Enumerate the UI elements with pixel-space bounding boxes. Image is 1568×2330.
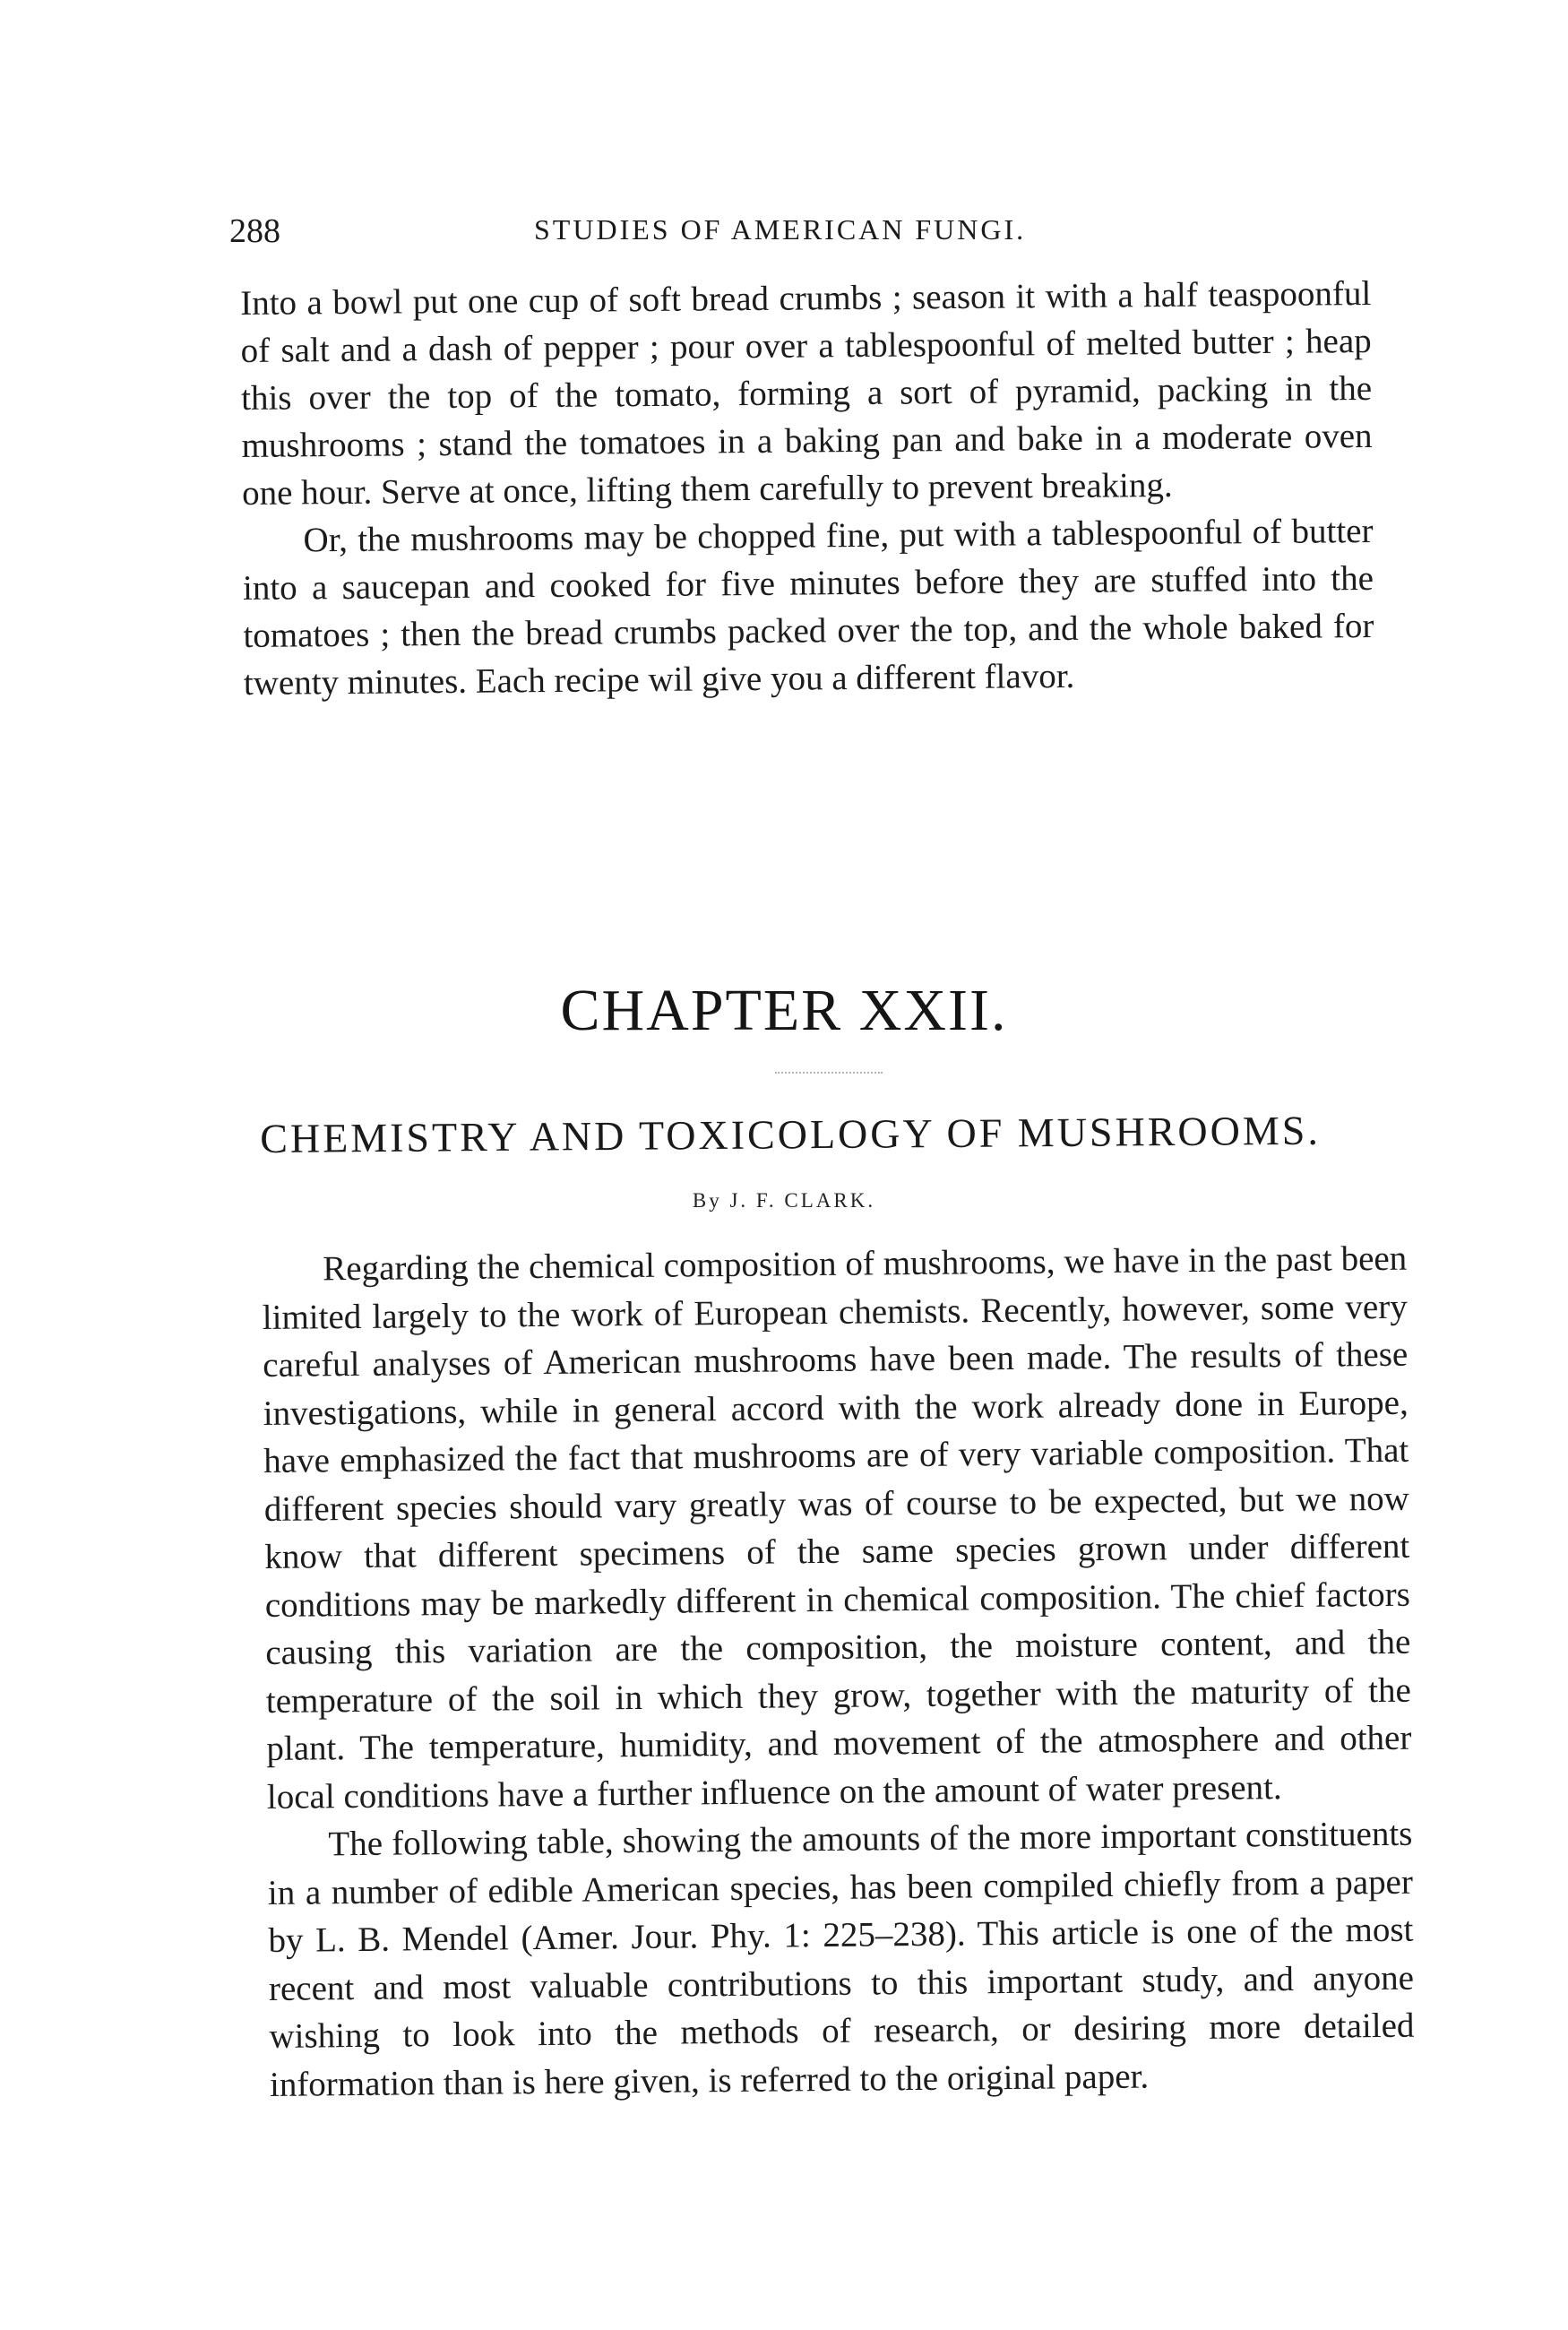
divider [775,1072,883,1075]
article-paragraph: The following table, showing the amounts of the more important constituents in a number of edible American species, has been compiled chiefly from a paper by L. B. Mendel (Amer. Jour. Phy. 1: 225–238). This article is one of the most recent and most valuable contributions to this important study, and anyone wishing to look into the methods of research, or desiring more detailed information than is here given, is referred to the original paper. [267,1814,1415,2104]
article-text [262,1235,1415,2109]
running-head [229,211,1372,256]
recipe-paragraph: Or, the mushrooms may be chopped fine, put with a tablespoonful of butter into a saucepan and cooked for five minutes before they are stuffed into the tomatoes ; then the bread crumbs packed over the top, and the whole baked for twenty minutes. Each recipe wil give you a different flavor. [242,511,1374,703]
article-paragraph: Regarding the chemical composition of mushrooms, we have in the past been limited largely to the work of European chemists. Recently, however, some very careful analyses of American mushrooms have been made. The results of these investigations, while in general accord with the work already done in Europe, have emphasized the fact that mushrooms are of very variable composition. That different species should vary greatly was of course to be expected, but we now know that different specimens of the same species grown under different conditions may be markedly different in chemical composition. The chief factors causing this variation are the composition, the moisture content, and the temperature of the soil in which they grow, together with the maturity of the plant. The temperature, humidity, and movement of the atmosphere and other local conditions have a further influence on the amount of water present. [262,1238,1412,1817]
page-number: 288 [229,212,280,250]
recipe-paragraph: Into a bowl put one cup of soft bread crumbs ; season it with a half teaspoonful of salt and a dash of pepper ; pour over a tablespoonful of melted butter ; heap this over the top of the tomato, forming a sort of pyramid, packing in the mushrooms ; stand the tomatoes in a baking pan and bake in a moderate oven one hour. Serve at once, lifting them carefully to prevent breaking. [240,273,1373,513]
byline: By J. F. CLARK. [692,1189,876,1212]
chapter-title: CHAPTER XXII. [560,978,1008,1043]
recipe-text [240,270,1374,707]
article-title: CHEMISTRY AND TOXICOLOGY OF MUSHROOMS. [260,1107,1322,1161]
running-title: STUDIES OF AMERICAN FUNGI. [534,213,1027,246]
